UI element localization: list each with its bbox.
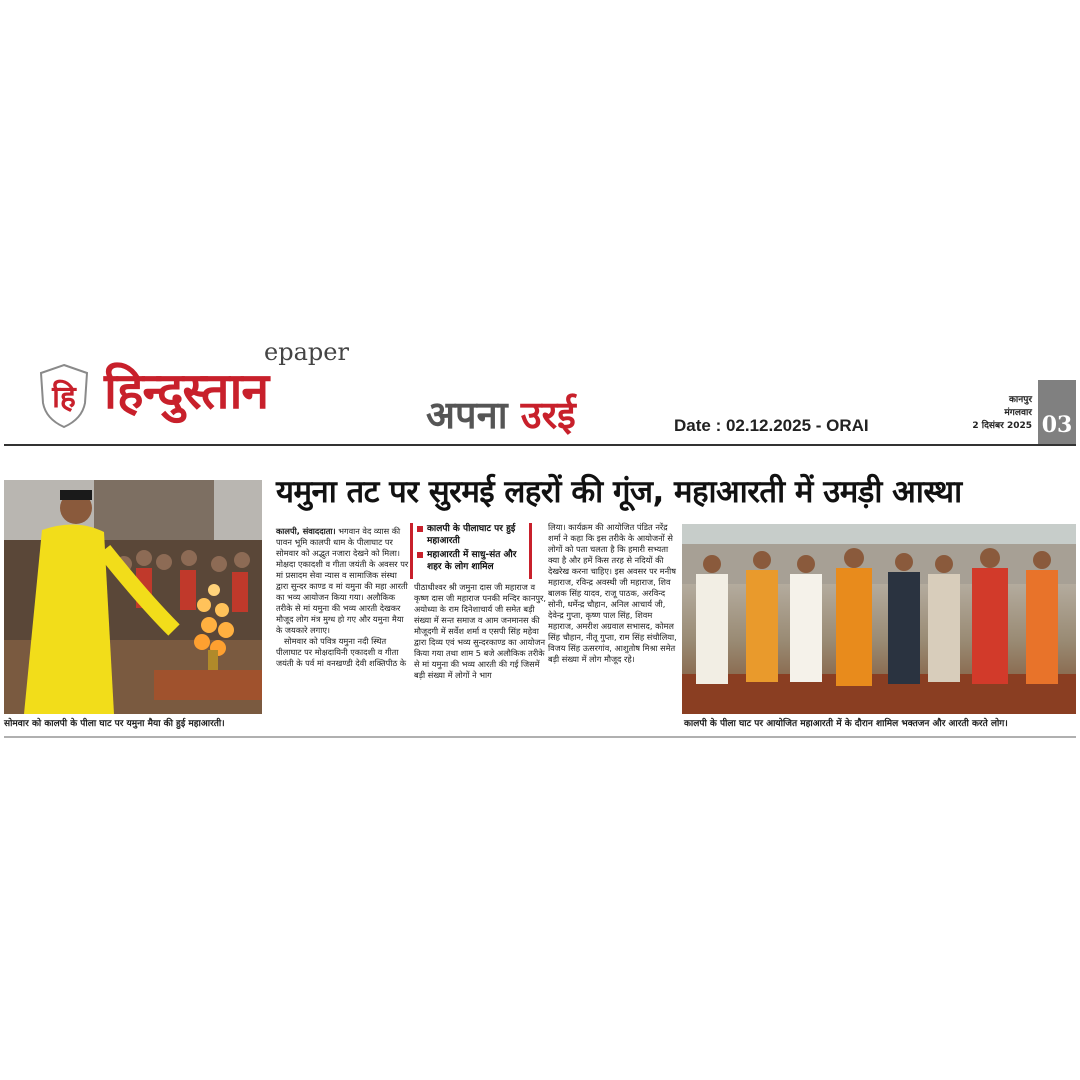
hindustan-logo-shield [38, 363, 90, 429]
column-3-text: लिया। कार्यक्रम की आयोजित पंडित नरेंद्र शर्मा ने कहा कि इस तरीके के आयोजनों से लोगों को पता चलता है कि हमारी सभ्यता क्या है और हमें किस तरह से नदियों की देखरेख करना चाहिए। इस अवसर पर मनीष महाराज, रविन्द्र अवस्थी जी महाराज, शिव बालक सिंह यादव, राजू पाठक, अरविन्द सोनी, धर्मेन्द्र चौहान, अनिल आचार्य जी, देवेन्द्र गुप्ता, कृष्ण पाल सिंह, शिवम महाराज, अमरीश अग्रवाल सभासद, कोमल सिंह चौहान, नीतू गुप्ता, राम सिंह संचौलिया, विजय सिंह ऊसरगांव, आशुतोष मिश्रा समेत बड़ी संख्या में लोग मौजूद रहे। [548, 522, 677, 664]
column-1-text: भगवान वेद व्यास की पावन भूमि कालपी धाम के पीलाघाट पर सोमवार को अद्भुत नजारा देखने को मिला। मोक्षदा एकादशी व गीता जयंती के अवसर पर मां प्रसादम सेवा न्यास व सामाजिक संस्था द्वारा सुन्दर काण्ड व मां यमुना की महा आरती का भव्य आयोजन किया गया। अलौकिक तरीके से मां यमुना की भव्य आरती देखकर मौजूद लोग मंत्र मुग्ध हो गए और यमुना मैया के जयकारे लगाए। [276, 526, 409, 635]
article-headline: यमुना तट पर सुरमई लहरों की गूंज, महाआरती में उमड़ी आस्था [276, 474, 962, 510]
article-column-2 [414, 582, 546, 681]
group-photo-right [682, 524, 1076, 714]
print-date: Date : 02.12.2025 - ORAI [674, 416, 869, 435]
newspaper-name: हिन्दुस्तान [104, 362, 269, 420]
epaper-label: epaper [264, 338, 349, 366]
aarti-photo-left [4, 480, 262, 714]
column-1-paragraph-2: सोमवार को पवित्र यमुना नदी स्थित पीलाघाट पर मोक्षदायिनी एकादशी व गीता जयंती के पर्व मां वनखण्डी देवी शक्तिपीठ के [276, 636, 407, 668]
group-scene-illustration [682, 524, 1076, 714]
highlight-text: कालपी के पीलाघाट पर हुई महाआरती [427, 524, 516, 546]
masthead-rule [4, 444, 1076, 446]
article-dateline: कालपी, संवाददाता। [276, 526, 336, 536]
section-word-2: उरई [520, 393, 576, 437]
highlight-item [417, 523, 525, 547]
logo-mark: हि [52, 380, 76, 415]
bullet-square-icon [417, 552, 423, 558]
edition-day: मंगलवार [1004, 408, 1032, 418]
column-1-paragraph-1 [276, 526, 410, 636]
section-title [426, 392, 576, 438]
highlights-box [410, 523, 532, 579]
edition-date: 2 दिसंबर 2025 [972, 421, 1032, 431]
column-2-text: पीठाधीश्वर श्री जमुना दास जी महाराज व कृष्ण दास जी महाराज पनकी मन्दिर कानपुर, अयोध्या के राम दिनेशाचार्य जी समेत बड़ी संख्या में सन्त समाज व आम जनमानस की मौजूदगी में सर्वेश शर्मा व एसपी सिंह महेवा द्वारा दिव्य एवं भव्य सुन्दरकाण्ड का आयोजन किया गया तथा शाम 5 बजे अलौकिक तरीके से मां यमुना की भव्य आरती की गई जिसमें बड़ी संख्या में लोगों ने भाग [414, 582, 546, 680]
bullet-square-icon [417, 526, 423, 532]
caption-left: सोमवार को कालपी के पीला घाट पर यमुना मैया की हुई महाआरती। [4, 719, 225, 729]
edition-info [960, 394, 1032, 433]
highlight-text: महाआरती में साधु-संत और शहर के लोग शामिल [427, 550, 517, 572]
edition-city: कानपुर [1008, 395, 1032, 405]
page-number: 03 [1041, 412, 1073, 438]
highlight-item [417, 549, 525, 573]
article-column-1 [276, 526, 410, 669]
aarti-scene-illustration [4, 480, 262, 714]
section-word-1: अपना [426, 393, 508, 437]
article-column-3 [548, 522, 678, 665]
bottom-rule [4, 736, 1076, 738]
caption-right: कालपी के पीला घाट पर आयोजित महाआरती में के दौरान शामिल भक्तजन और आरती करते लोग। [684, 719, 1008, 729]
